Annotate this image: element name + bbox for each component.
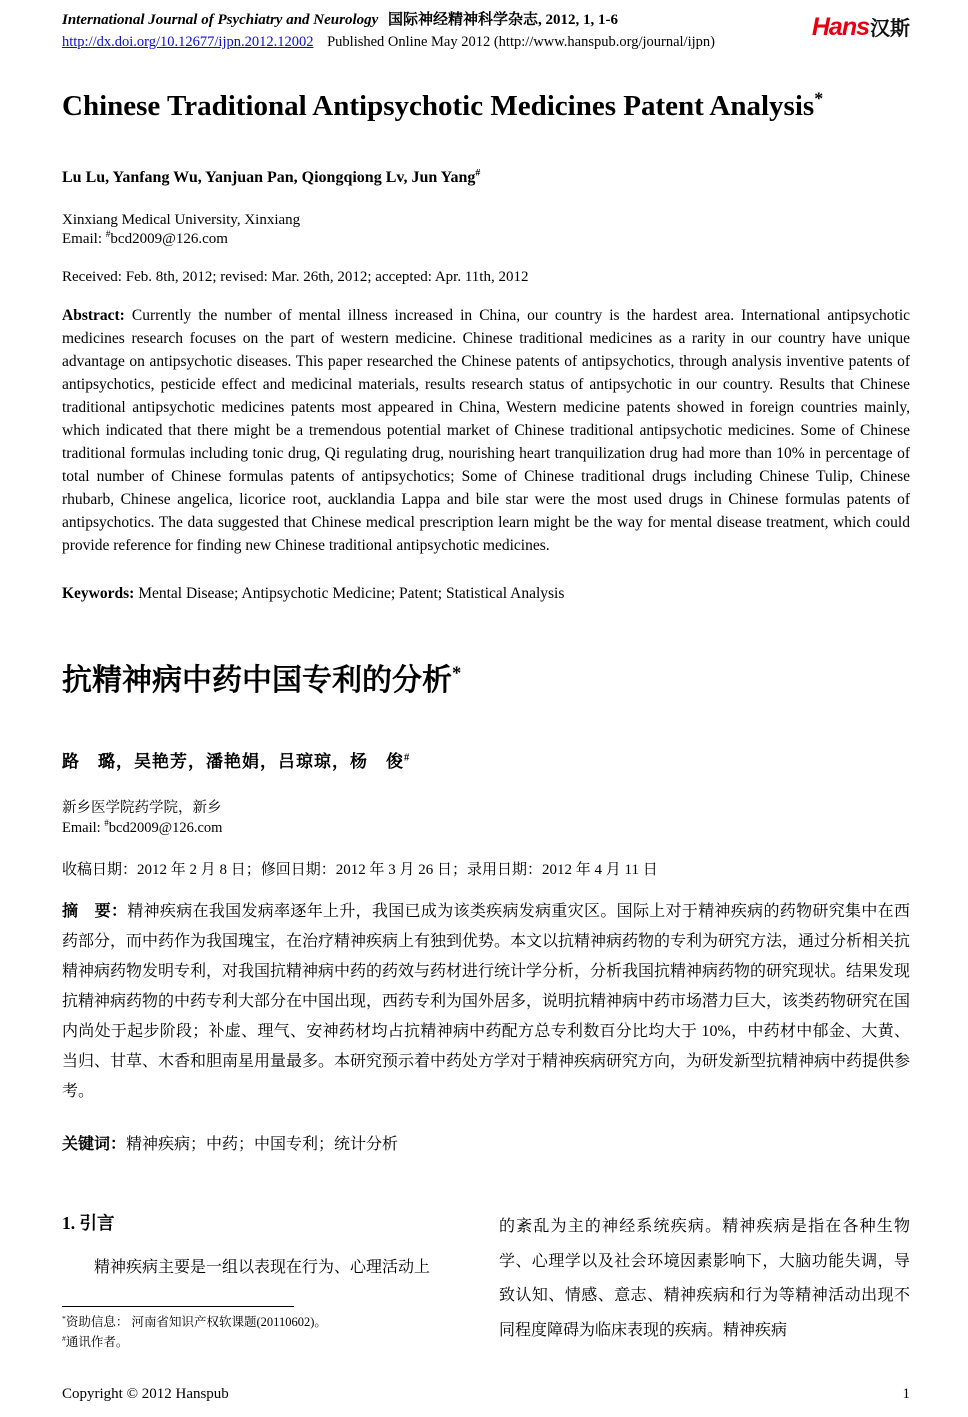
copyright-text: Copyright © 2012 Hanspub <box>62 1386 229 1402</box>
journal-title-zh: 国际神经精神科学杂志, 2012, 1, 1-6 <box>388 12 619 28</box>
section-1-heading: 1. 引言 <box>62 1213 115 1233</box>
intro-paragraph-left: 精神疾病主要是一组以表现在行为、心理活动上 <box>94 1259 431 1276</box>
abstract-label-en: Abstract: <box>62 307 125 324</box>
authors-zh <box>62 747 910 772</box>
title-footnote-marker-zh: * <box>452 663 462 684</box>
email-line-zh <box>62 818 910 838</box>
email-sup-en: # <box>105 230 111 240</box>
email-label-zh: Email: <box>62 820 101 836</box>
hans-logo-en: Hans <box>811 13 869 41</box>
paper-title-zh-text: 抗精神病中药中国专利的分析 <box>62 664 452 697</box>
authors-en-text: Lu Lu, Yanfang Wu, Yanjuan Pan, Qiongqiong Lv, Jun Yang <box>62 169 476 186</box>
keywords-text-en: Mental Disease; Antipsychotic Medicine; Patent; Statistical Analysis <box>138 585 565 602</box>
footnote-corresponding <box>62 1332 473 1352</box>
keywords-en <box>62 585 910 603</box>
authors-zh-text: 路 璐，吴艳芳，潘艳娟，吕琼琼，杨 俊 <box>62 752 404 771</box>
title-footnote-marker: * <box>814 88 824 109</box>
email-sup-zh: # <box>104 818 109 829</box>
published-online-text: Published Online May 2012 (http://www.hanspub.org/journal/ijpn) <box>327 34 715 50</box>
keywords-zh <box>62 1131 910 1154</box>
email-address-en: bcd2009@126.com <box>110 231 228 247</box>
intro-paragraph-right: 的紊乱为主的神经系统疾病。精神疾病是指在各种生物学、心理学以及社会环境因素影响下，大脑功能失调，导致认知、情感、意志、精神疾病和行为等精神活动出现不同程度障碍为临床表现的疾病。精神疾病 <box>499 1218 910 1339</box>
email-address-zh: bcd2009@126.com <box>108 820 223 836</box>
keywords-text-zh: 精神疾病；中药；中国专利；统计分析 <box>126 1136 399 1153</box>
journal-header <box>62 10 910 52</box>
journal-title-en: International Journal of Psychiatry and Neurology <box>62 12 379 28</box>
abstract-label-zh: 摘 要： <box>62 903 128 920</box>
corresponding-author-marker: # <box>475 167 481 179</box>
page-footer <box>62 1386 910 1403</box>
hans-logo-zh: 汉斯 <box>870 18 910 40</box>
journal-title-line <box>62 10 715 30</box>
intro-right-column <box>499 1210 910 1352</box>
intro-section <box>62 1210 910 1352</box>
footnote-corresponding-text: 通讯作者。 <box>65 1335 129 1349</box>
abstract-en <box>62 304 910 557</box>
received-dates-en: Received: Feb. 8th, 2012; revised: Mar. 26th, 2012; accepted: Apr. 11th, 2012 <box>62 269 529 285</box>
abstract-text-en: Currently the number of mental illness increased in China, our country is the hardest area. International antipsychotic medicines research focuses on the part of western medicine. Chinese traditional medicines as a rarity in our country have unique advantage on antipsychotic diseases. This paper researched the Chinese patents of antipsychotics, through analysis inventive patents of antipsychotics, pesticide effect and medicinal materials, results research status of antipsychotic in our country. Results that Chinese traditional antipsychotic medicines patents most appeared in China, Western medicine patents showed in foreign countries mainly, which indicated that there might be a tremendous potential market of Chinese traditional antipsychotic medicines. Some of Chinese traditional formulas including tonic drug, Qi regulating drug, nourishing heart tranquilization drug had more than 10% in percentage of total number of Chinese formulas patents of antipsychotics; Some of Chinese traditional drugs including Chinese Tulip, Chinese rhubarb, Chinese angelica, licorice root, aucklandia Lappa and bile star were the most used drugs in Chinese formulas patents of antipsychotics. The data suggested that Chinese medical prescription learn might be the way for mental disease treatment, which could provide reference for finding new Chinese traditional antipsychotic medicines. <box>62 307 910 554</box>
corresponding-author-marker-zh: # <box>404 752 411 764</box>
hans-publisher-logo <box>812 12 910 42</box>
abstract-text-zh: 精神疾病在我国发病率逐年上升，我国已成为该类疾病发病重灾区。国际上对于精神疾病的药物研究集中在西药部分，而中药作为我国瑰宝，在治疗精神疾病上有独到优势。本文以抗精神病药物的专利为研究方法，通过分析相关抗精神病药物发明专利，对我国抗精神病中药的药效与药材进行统计学分析，分析我国抗精神病药物的研究现状。结果发现抗精神病药物的中药专利大部分在中国出现，西药专利为国外居多，说明抗精神病中药市场潜力巨大，该类药物研究在国内尚处于起步阶段；补虚、理气、安神药材均占抗精神病中药配方总专利数百分比均大于 10%，中药材中郁金、大黄、当归、甘草、木香和胆南星用量最多。本研究预示着中药处方学对于精神疾病研究方向，为研发新型抗精神病中药提供参考。 <box>62 903 911 1100</box>
footnote-funding <box>62 1312 473 1332</box>
footnote-funding-text: 资助信息： 河南省知识产权软课题(20110602)。 <box>65 1315 327 1329</box>
footnote-corresponding-marker: # <box>62 1333 66 1343</box>
affiliation-en: Xinxiang Medical University, Xinxiang <box>62 212 301 228</box>
journal-info <box>62 10 715 52</box>
paper-title-en-text: Chinese Traditional Antipsychotic Medicines Patent Analysis <box>62 90 815 122</box>
paper-title-zh <box>62 655 910 699</box>
abstract-zh <box>62 897 910 1107</box>
affiliation-zh: 新乡医学院药学院，新乡 <box>62 800 222 816</box>
keywords-label-en: Keywords: <box>62 585 135 602</box>
footnote-separator-rule <box>62 1306 294 1307</box>
doi-line <box>62 32 715 52</box>
footnote-funding-marker: * <box>62 1313 66 1323</box>
paper-title-en <box>62 90 910 123</box>
email-label-en: Email: <box>62 231 102 247</box>
keywords-label-zh: 关键词： <box>62 1136 127 1153</box>
doi-link[interactable]: http://dx.doi.org/10.12677/ijpn.2012.12002 <box>62 34 314 50</box>
page-number: 1 <box>902 1386 910 1402</box>
intro-left-column <box>62 1210 473 1352</box>
email-line-en <box>62 230 910 249</box>
authors-en <box>62 169 910 187</box>
footnote-block <box>62 1300 473 1352</box>
received-dates-zh: 收稿日期：2012 年 2 月 8 日；修回日期：2012 年 3 月 26 日；录用日期：2012 年 4 月 11 日 <box>62 862 658 878</box>
